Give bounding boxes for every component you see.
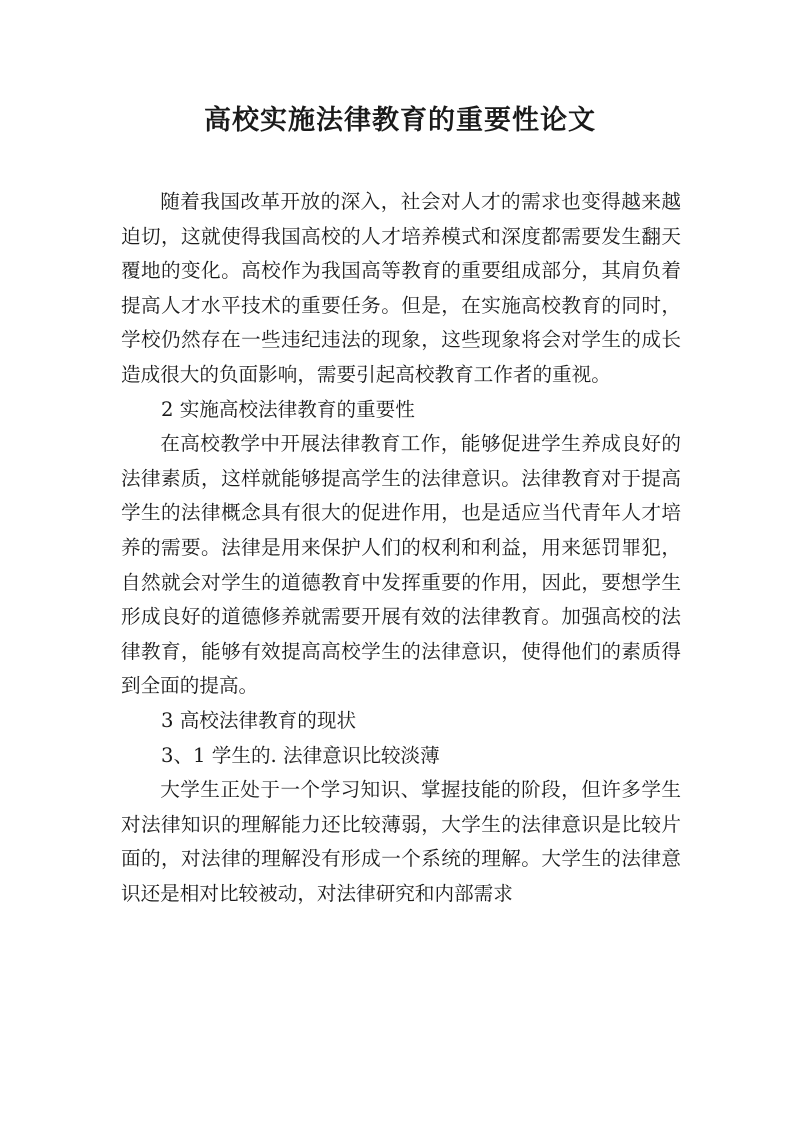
paragraph: 大学生正处于一个学习知识、掌握技能的阶段，但许多学生对法律知识的理解能力还比较薄弱，大学生的法律意识是比较片面的，对法律的理解没有形成一个系统的理解。大学生的法律意识还是相对比较被动，对法律研究和内部需求: [121, 778, 681, 905]
paragraph: 在高校教学中开展法律教育工作，能够促进学生养成良好的法律素质，这样就能够提高学生的法律意识。法律教育对于提高学生的法律概念具有很大的促进作用，也是适应当代青年人才培养的需要。法律是用来保护人们的权利和利益，用来惩罚罪犯，自然就会对学生的道德教育中发挥重要的作用，因此，要想学生形成良好的道德修养就需要开展有效的法律教育。加强高校的法律教育，能够有效提高高校学生的法律意识，使得他们的素质得到全面的提高。: [121, 432, 681, 698]
section-heading: 2 实施高校法律教育的重要性: [161, 397, 415, 421]
document-body: [121, 185, 681, 911]
subsection-heading: 3、1 学生的. 法律意识比较淡薄: [161, 743, 440, 767]
paragraph: 随着我国改革开放的深入，社会对人才的需求也变得越来越迫切，这就使得我国高校的人才培养模式和深度都需要发生翻天覆地的变化。高校作为我国高等教育的重要组成部分，其肩负着提高人才水平技术的重要任务。但是，在实施高校教育的同时，学校仍然存在一些违纪违法的现象，这些现象将会对学生的成长造成很大的负面影响，需要引起高校教育工作者的重视。: [121, 190, 681, 386]
section-heading: 3 高校法律教育的现状: [161, 708, 357, 732]
document-title: 高校实施法律教育的重要性论文: [204, 105, 596, 136]
